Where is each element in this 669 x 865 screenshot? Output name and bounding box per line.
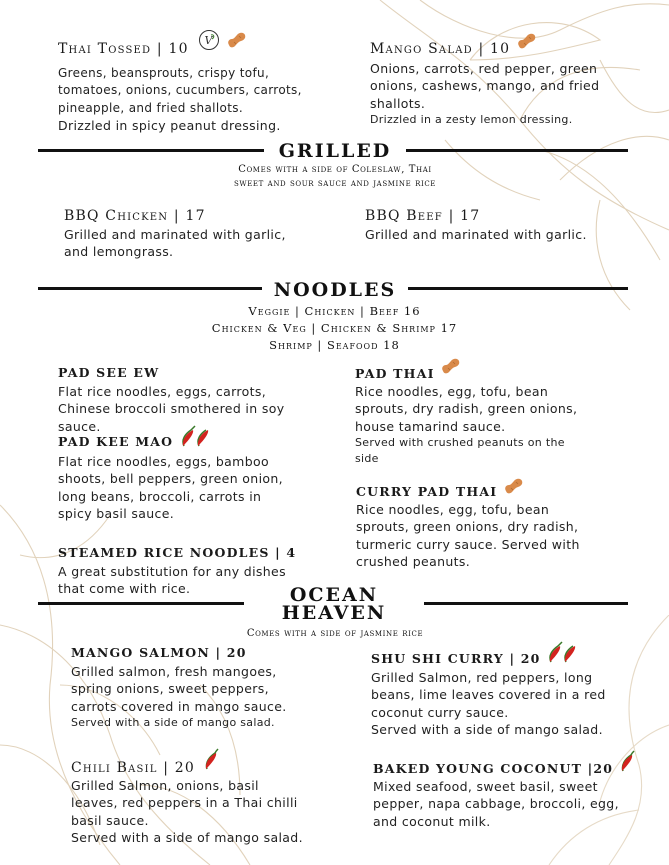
dish-title: SHU SHI CURRY | 20 <box>371 650 661 669</box>
dish-title: Thai Tossed | 10 V <box>58 40 358 58</box>
peanut-icon <box>503 477 525 500</box>
dish-description: Grilled and marinated with garlic. <box>365 227 587 242</box>
svg-text:V: V <box>204 33 215 47</box>
section-subtitle-ocean-heaven: Comes with a side of jasmine rice <box>246 628 424 639</box>
section-heading-grilled: GRILLED <box>278 140 392 162</box>
dish-shu-shi-curry <box>371 650 661 738</box>
dish-description: A great substitution for any dishes that come with rice. <box>58 564 286 597</box>
section-divider-left <box>38 602 244 605</box>
dish-bbq-chicken <box>64 207 354 261</box>
dish-note: Served with crushed peanuts on the side <box>355 435 565 465</box>
dish-title: BBQ Beef | 17 <box>365 208 481 224</box>
dish-description: Onions, carrots, red pepper, green onions, cashews, mango, and fried shallots. Drizzled in a zesty lemon dressing. <box>370 61 600 126</box>
dish-mango-salad <box>370 40 660 128</box>
dish-thai-tossed <box>58 33 358 134</box>
dish-pad-thai <box>355 365 645 467</box>
dish-title: CURRY PAD THAI <box>356 483 646 501</box>
dish-description: Rice noodles, egg, tofu, bean sprouts, dry radish, green onions, house tamarind sauce. <box>355 384 578 434</box>
noodle-price-line: Shrimp | Seafood 18 <box>269 338 400 352</box>
dish-description: Rice noodles, egg, tofu, bean sprouts, green onions, dry radish, turmeric curry sauce. Served with crushed peanuts. <box>356 502 580 569</box>
section-divider-right <box>406 149 628 152</box>
dish-title: PAD SEE EW <box>58 365 160 380</box>
dish-note: Served with a side of mango salad. <box>71 715 275 729</box>
section-divider-right <box>424 602 628 605</box>
dish-title: Chili Basil | 20 <box>71 759 371 777</box>
section-divider-right <box>408 287 628 290</box>
chili-pepper-icon <box>201 747 221 776</box>
dish-mango-salmon <box>71 644 361 731</box>
dish-description: Flat rice noodles, eggs, bamboo shoots, bell peppers, green onion, long beans, broccoli, carrots in spicy basil sauce. <box>58 454 283 521</box>
dish-title: PAD THAI <box>355 365 645 383</box>
chili-pepper-icon <box>546 640 582 669</box>
section-divider-left <box>38 287 262 290</box>
section-divider-left <box>38 149 264 152</box>
dish-title: PAD KEE MAO <box>58 432 348 453</box>
dish-pad-kee-mao <box>58 432 348 522</box>
dish-description: Grilled Salmon, red peppers, long beans, lime leaves covered in a red coconut curry sauce. Served with a side of mango salad. <box>371 670 606 737</box>
dish-description: Grilled Salmon, onions, basil leaves, red peppers in a Thai chilli basil sauce. Served with a side of mango salad. <box>71 778 303 845</box>
peanut-icon <box>516 32 538 55</box>
dish-title: STEAMED RICE NOODLES | 4 <box>58 545 297 560</box>
chili-pepper-icon <box>617 749 637 778</box>
dish-title: BAKED YOUNG COCONUT |20 <box>373 760 663 778</box>
vegan-icon <box>198 29 220 56</box>
peanut-icon <box>440 357 462 380</box>
dish-title: Mango Salad | 10 <box>370 40 660 58</box>
section-heading-ocean-heaven: OCEAN HEAVEN <box>281 584 387 624</box>
dish-curry-pad-thai <box>356 483 646 570</box>
dish-bbq-beef <box>365 207 655 243</box>
dish-description: Greens, beansprouts, crispy tofu, tomatoes, onions, cucumbers, carrots, pineapple, and fried shallots. Drizzled in spicy peanut dressing. <box>58 66 302 133</box>
peanut-icon <box>226 31 248 54</box>
dish-title: BBQ Chicken | 17 <box>64 208 206 224</box>
dish-description: Mixed seafood, sweet basil, sweet pepper, napa cabbage, broccoli, egg, and coconut milk. <box>373 779 619 829</box>
noodle-price-line: Veggie | Chicken | Beef 16 <box>248 304 421 318</box>
section-heading-noodles: NOODLES <box>273 279 397 301</box>
dish-chili-basil <box>71 759 371 846</box>
dish-baked-young-coconut <box>373 760 663 830</box>
chili-pepper-icon <box>179 424 215 453</box>
dish-description: Flat rice noodles, eggs, carrots, Chinese broccoli smothered in soy sauce. <box>58 384 285 434</box>
dish-title: MANGO SALMON | 20 <box>71 645 247 660</box>
section-subtitle-grilled: Comes with a side of Coleslaw, Thai sweet and sour sauce and jasmine rice <box>234 164 436 189</box>
noodle-price-line: Chicken & Veg | Chicken & Shrimp 17 <box>211 321 458 335</box>
dish-description: Grilled and marinated with garlic, and lemongrass. <box>64 227 286 260</box>
dish-description: Grilled salmon, fresh mangoes, spring onions, sweet peppers, carrots covered in mango sauce. <box>71 664 287 714</box>
